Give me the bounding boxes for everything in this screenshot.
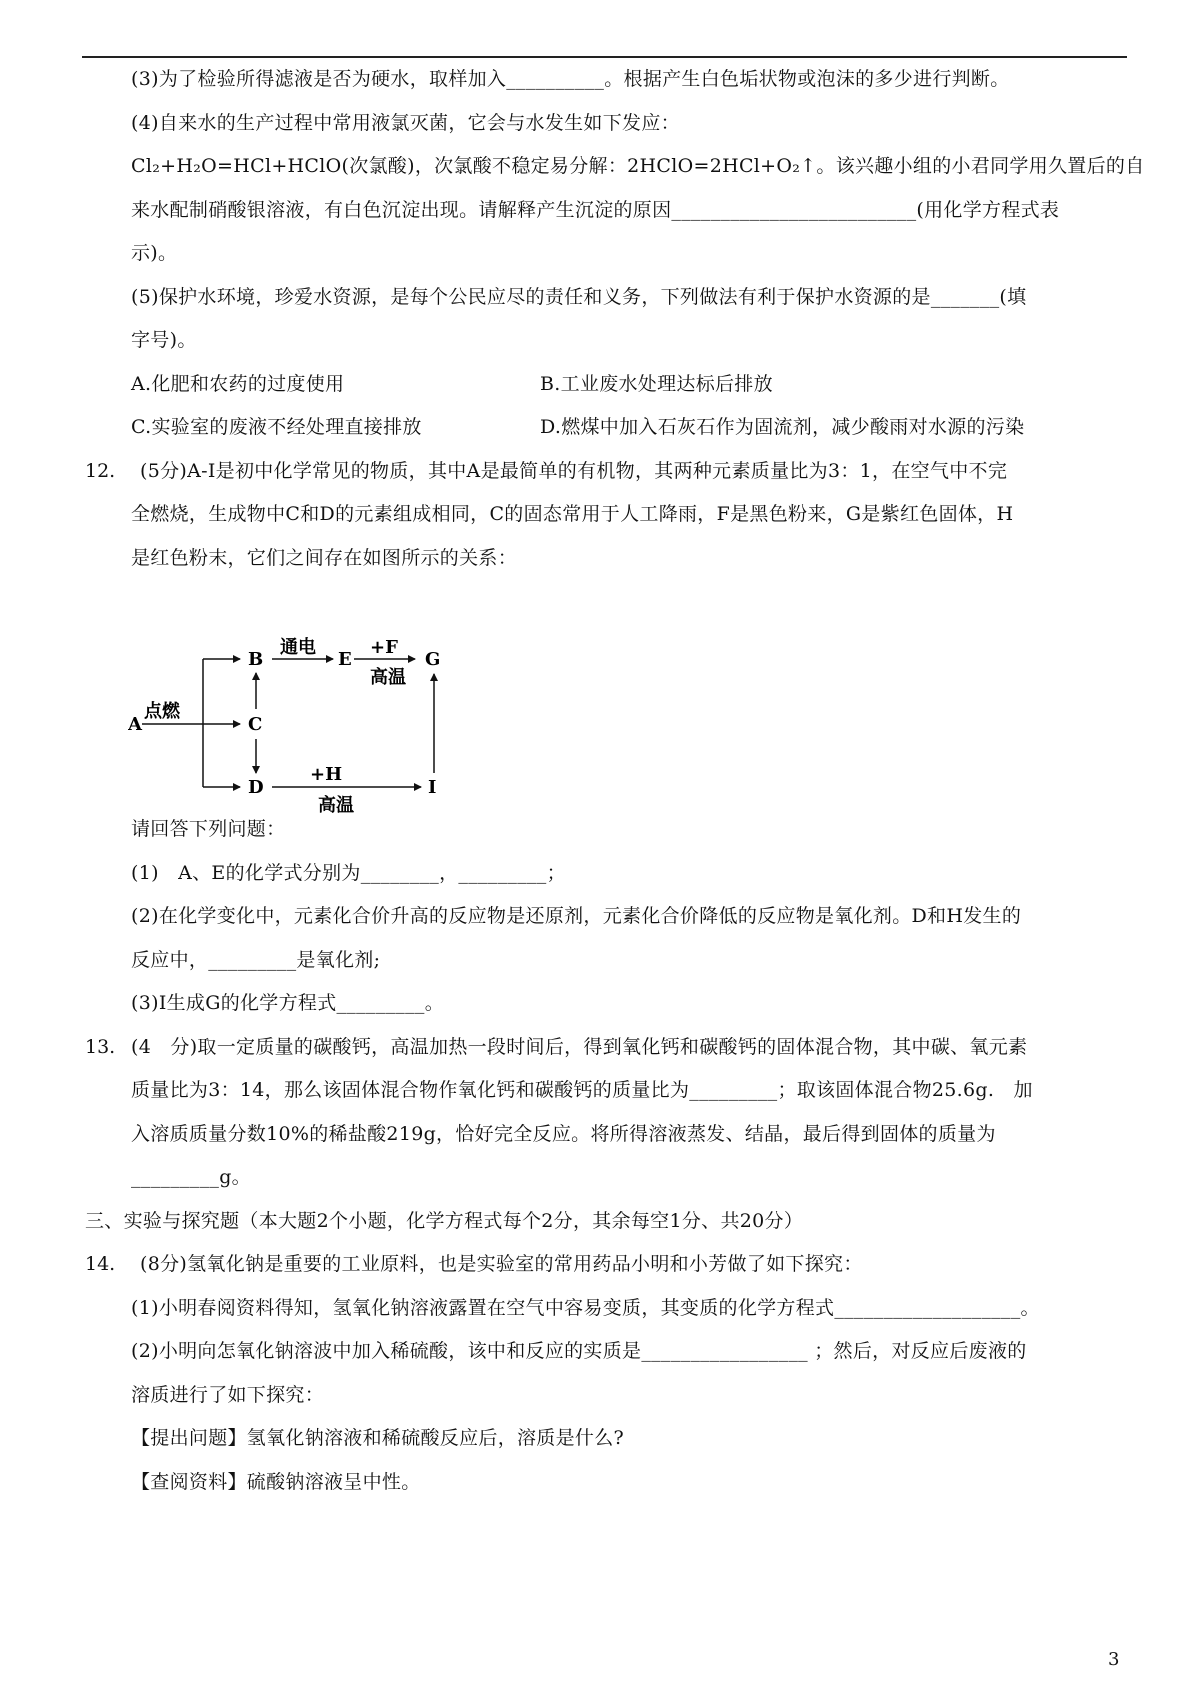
label-high-temp-top: 高温 (370, 667, 406, 688)
question-12-part-2-line2: 反应中，_________是氧化剂; (131, 949, 381, 971)
question-11-part-4-line3: 示)。 (131, 242, 178, 264)
question-14-part-2-line2: 溶质进行了如下探究： (131, 1384, 325, 1406)
question-11-part-5: (5)保护水环境，珍爱水资源，是每个公民应尽的责任和义务，下列做法有利于保护水资源的是_______(填 (131, 286, 1027, 308)
question-14-reference: 【查阅资料】硫酸钠溶液呈中性。 (131, 1471, 421, 1493)
node-c: C (248, 714, 263, 735)
page-number: 3 (1108, 1649, 1120, 1670)
option-a: A.化肥和农药的过度使用 (131, 373, 345, 395)
question-12-number: 12. (85, 460, 116, 482)
question-13-line2: 质量比为3：14，那么该固体混合物作氧化钙和碳酸钙的质量比为_________；取该固体混合物25.6g. 加 (131, 1079, 1033, 1101)
node-b: B (248, 649, 264, 670)
question-13-line3: 入溶质质量分数10%的稀盐酸219g，恰好完全反应。将所得溶液蒸发、结晶，最后得到固体的质量为 (131, 1123, 996, 1145)
label-plus-f: +F (370, 637, 398, 658)
question-12-prompt: 请回答下列问题： (131, 818, 286, 840)
question-14-part-1: (1)小明春阅资料得知，氢氧化钠溶液露置在空气中容易变质，其变质的化学方程式___________________。 (131, 1297, 1040, 1319)
question-12-part-3: (3)I生成G的化学方程式_________。 (131, 992, 444, 1014)
question-14-raise-question: 【提出问题】氢氧化钠溶液和稀硫酸反应后，溶质是什么? (131, 1427, 624, 1449)
option-d: D.燃煤中加入石灰石作为固流剂，减少酸雨对水源的污染 (540, 416, 1025, 438)
question-12-stem-line1: (5分)A-I是初中化学常见的物质，其中A是最简单的有机物，其两种元素质量比为3：1，在空气中不完 (140, 460, 1008, 482)
question-12-part-1: (1) A、E的化学式分别为________，_________； (131, 862, 566, 884)
option-b: B.工业废水处理达标后排放 (540, 373, 773, 395)
node-e: E (338, 649, 352, 670)
question-11-part-5-line2: 字号)。 (131, 329, 197, 351)
question-13-line4: _________g。 (131, 1166, 251, 1188)
label-ignite: 点燃 (144, 701, 180, 722)
question-13-number: 13. (85, 1036, 116, 1058)
question-11-part-4: (4)自来水的生产过程中常用液氯灭菌，它会与水发生如下发应： (131, 112, 680, 134)
node-i: I (428, 777, 437, 798)
option-c: C.实验室的废液不经处理直接排放 (131, 416, 422, 438)
label-electrolysis: 通电 (280, 637, 316, 658)
reaction-flow-diagram (128, 637, 488, 817)
question-11-part-3: (3)为了检验所得滤液是否为硬水，取样加入__________。根据产生白色垢状物或泡沫的多少进行判断。 (131, 68, 1010, 90)
node-a: A (128, 714, 142, 735)
node-g: G (425, 649, 441, 670)
question-12-stem-line2: 全燃烧，生成物中C和D的元素组成相同，C的固态常用于人工降雨，F是黑色粉来，G是紫红色固体，H (131, 503, 1014, 525)
question-14-stem: (8分)氢氧化钠是重要的工业原料，也是实验室的常用药品小明和小芳做了如下探究： (140, 1253, 863, 1275)
question-11-part-4-line2: 来水配制硝酸银溶液，有白色沉淀出现。请解释产生沉淀的原因_________________________(用化学方程式表 (131, 199, 1060, 221)
question-14-number: 14. (85, 1253, 116, 1275)
question-11-part-4-equation: Cl₂+H₂O=HCl+HClO(次氯酸)，次氯酸不稳定易分解：2HClO=2HCl+O₂↑。该兴趣小组的小君同学用久置后的自 (131, 155, 1145, 177)
header-rule (82, 56, 1127, 58)
label-plus-h: +H (310, 764, 343, 785)
question-13-line1: (4 分)取一定质量的碳酸钙，高温加热一段时间后，得到氧化钙和碳酸钙的固体混合物，其中碳、氧元素 (131, 1036, 1028, 1058)
section-3-heading: 三、实验与探究题（本大题2个小题，化学方程式每个2分，其余每空1分、共20分） (85, 1210, 804, 1232)
label-high-temp-bottom: 高温 (318, 795, 354, 816)
question-12-part-2: (2)在化学变化中，元素化合价升高的反应物是还原剂，元素化合价降低的反应物是氧化剂。D和H发生的 (131, 905, 1022, 927)
node-d: D (248, 777, 264, 798)
question-12-stem-line3: 是红色粉末，它们之间存在如图所示的关系： (131, 547, 518, 569)
question-14-part-2: (2)小明向怎氧化钠溶波中加入稀硫酸，该中和反应的实质是_________________ ；然后，对反应后废液的 (131, 1340, 1027, 1362)
